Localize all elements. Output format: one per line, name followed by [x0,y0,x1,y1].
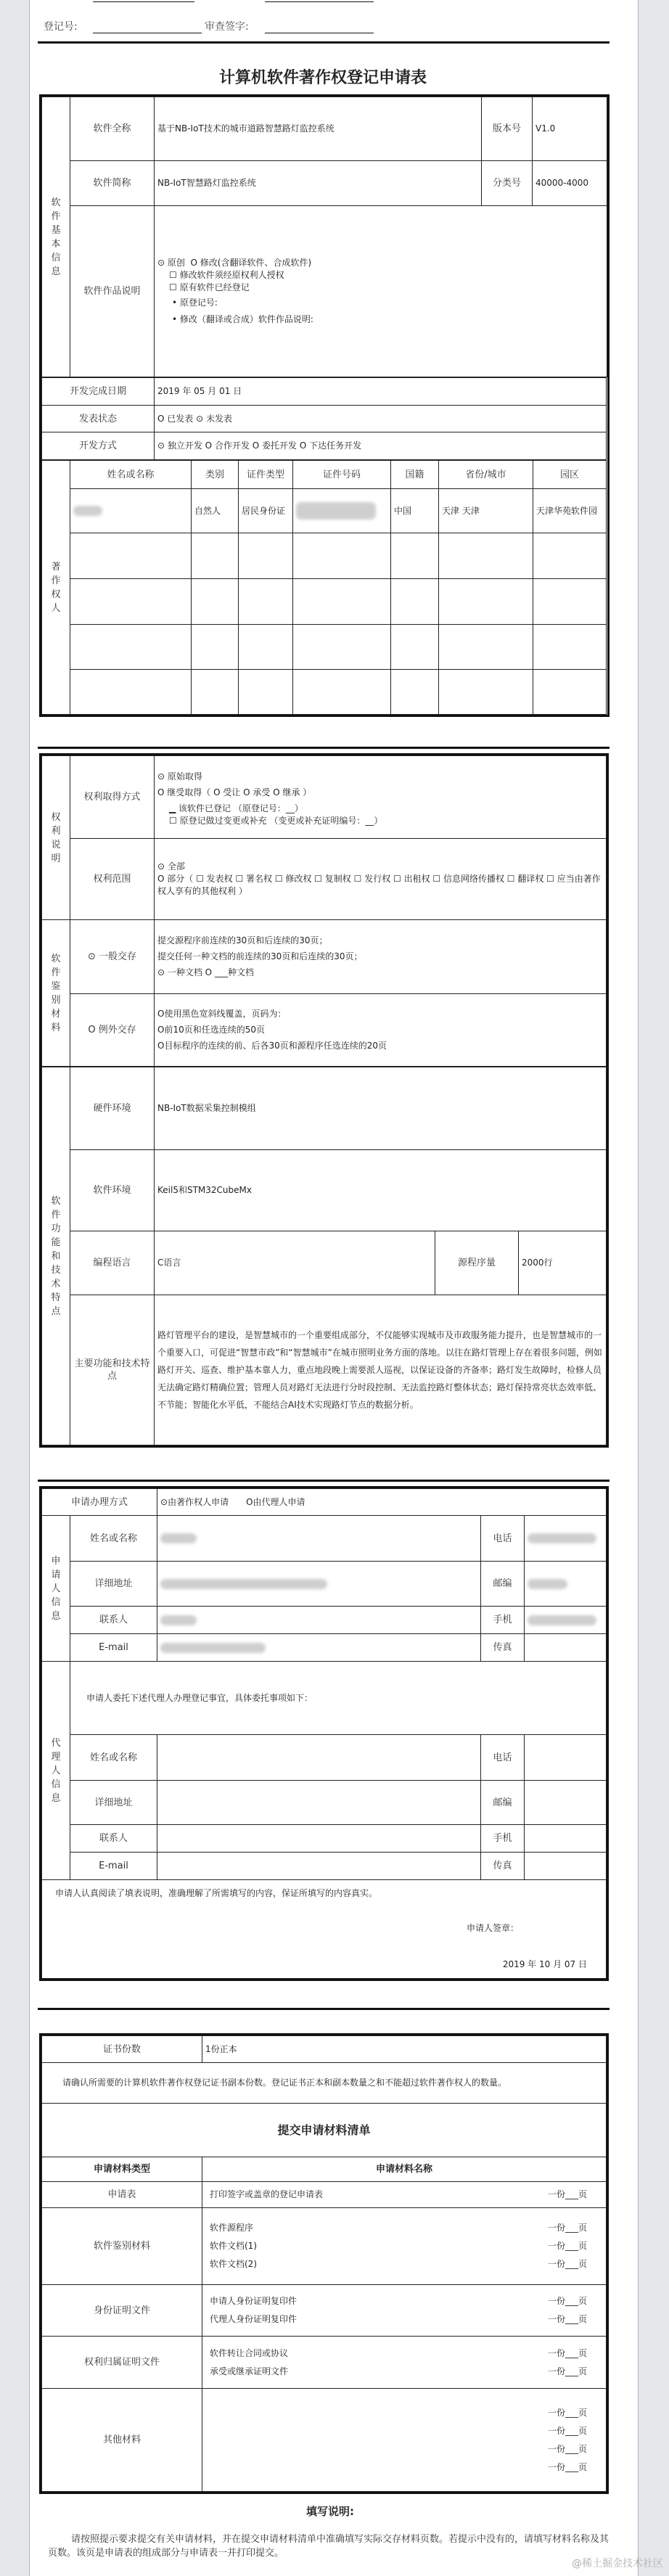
orig-reg-no: • 原登记号: [172,298,218,308]
address-label: 详细地址 [70,1562,157,1607]
date-label: 开发完成日期 [42,378,155,406]
section-applicant: 申请人信息 [42,1516,70,1662]
owner-id-redacted [293,489,391,533]
page-count-field[interactable]: 一份___页 [547,2443,587,2454]
dev-radios[interactable]: ⊙ 独立开发 O 合作开发 O 委托开发 O 下达任务开发 [155,432,607,460]
rights-table [39,753,609,1448]
version-label: 版本号 [482,97,533,161]
material-name: 代理人身份证明复印件 [210,2314,297,2324]
phone-label: 电话 [481,1516,525,1562]
applicant-phone-redacted [525,1516,607,1562]
column-header: 类别 [192,461,239,489]
divider [38,747,610,749]
table-row [42,2182,607,2208]
agent-address-field[interactable] [157,1781,481,1825]
review-sign-label: 审查签字: [205,21,249,33]
table-row [42,625,607,670]
cert-note: 请确认所需要的计算机软件著作权登记证书副本份数。登记证书正本和副本数量之和不能超过软件著作权人的数量。 [42,2063,607,2104]
materials-table [39,2033,609,2494]
contact-label: 联系人 [70,1607,157,1634]
signature-label: 申请人签章： [466,1923,519,1933]
page-count-field[interactable]: 一份___页 [547,2223,587,2233]
declaration-cell [42,1880,607,1979]
owner-park: 天津华苑软件园 [533,489,607,533]
column-header: 姓名或名称 [70,461,192,489]
agent-name-field[interactable] [157,1735,481,1781]
material-type: 软件鉴别材料 [42,2208,202,2285]
cert-count-label: 证书份数 [42,2036,202,2063]
sw-label: 软件环境 [70,1150,155,1231]
material-name: 申请人身份证明复印件 [210,2296,297,2306]
page-count-field[interactable]: 一份___页 [547,2314,587,2324]
general-deposit-radio[interactable]: ⊙ 一般交存 [70,920,155,994]
section-features: 软件功能和技术特点 [42,1067,70,1445]
material-item [210,2189,587,2201]
agent-fax-label: 传真 [481,1853,525,1880]
page-count-field[interactable]: 一份___页 [547,2241,587,2251]
acq-options[interactable]: ⊙ 原始取得 O 继受取得（ O 受让 O 承受 O 继承 ） ▁ 该软件已登记 （原登记号：__） ☐ 原登记做过变更或补充 （变更或补充证明编号：__） [155,756,607,839]
table-row [42,489,607,533]
fax-label: 传真 [481,1634,525,1662]
page-count-field[interactable]: 一份___页 [547,2407,587,2418]
sw-value: Keil5和STM32CubeMx [155,1150,607,1231]
table-row [42,533,607,579]
scope-label: 权利范围 [70,839,155,920]
material-type: 其他材料 [42,2389,202,2492]
modify-desc: • 修改（翻译或合成）软件作品说明: [172,314,313,324]
email-label: E-mail [70,1634,157,1662]
material-item [210,2347,587,2360]
agent-email-label: E-mail [70,1853,157,1880]
radio-original[interactable]: ⊙ 原创 [157,258,185,268]
short-name-value: NB-IoT智慧路灯监控系统 [155,161,482,206]
zip-label: 邮编 [481,1562,525,1607]
class-label: 分类号 [482,161,533,206]
column-header: 国籍 [391,461,439,489]
divider [38,1480,610,1482]
sign-date: 2019 年 10 月 07 日 [502,1959,587,1969]
acq-label: 权利取得方式 [70,756,155,839]
section-basic-info: 软件基本信息 [42,97,70,377]
applicant-zip-redacted [525,1562,607,1607]
agent-mobile-label: 手机 [481,1825,525,1853]
materials-list-title: 提交申请材料清单 [42,2104,607,2157]
version-value: V1.0 [533,97,607,161]
main-features-text: 路灯管理平台的建设，是智慧城市的一个重要组成部分，不仅能够实现城市及市政服务能力提升，也是智慧城市的一个重要入口，可促进“智慧市政”和“智慧城市”在城市照明业务方面的落地。以往在路灯管理上存在着很多问题，例如路灯开关、巡查、维护基本靠人力，重点地段晚上需要派人巡视，以保证设备的齐备率；路灯发生故障时，检修人员无法确定路灯精确位置；管理人员对路灯无法进行分时段控制、无法监控路灯整体状态；路灯保持常亮状态效率低、不节能；智能化水平低，不能结合AI技术实现路灯节点的数据分析。 [155,1295,607,1445]
material-item [210,2258,587,2271]
name-label: 姓名或名称 [70,1516,157,1562]
exception-deposit-radio[interactable]: O 例外交存 [70,994,155,1067]
material-name: 软件源程序 [210,2223,254,2233]
page-count-field[interactable]: 一份___页 [547,2425,587,2436]
material-item [210,2407,587,2419]
owner-city: 天津 天津 [439,489,533,533]
agent-mobile-field[interactable] [525,1825,607,1853]
radio-modified[interactable]: O 修改(含翻译软件、合成软件) [190,258,312,268]
material-name: 打印签字或盖章的登记申请表 [210,2189,324,2199]
material-name: 软件文档(2) [210,2259,257,2269]
agent-address-label: 详细地址 [70,1781,157,1825]
owner-id-type: 居民身份证 [239,489,293,533]
table-row [42,2337,607,2389]
section-agent: 代理人信息 [42,1662,70,1880]
column-header: 证件类型 [239,461,293,489]
exception-deposit-text: O使用黑色宽斜线覆盖，页码为： O前10页和任选连续的50页 O目标程序的连续的前、后各30页和源程序任选连续的20页 [155,994,607,1067]
table-row [42,2208,607,2285]
check-label: 修改软件须经原权利人授权 [179,270,284,280]
page-count-field[interactable]: 一份___页 [547,2296,587,2306]
page-count-field[interactable]: 一份___页 [547,2189,587,2199]
section-deposit: 软件鉴别材料 [42,920,70,1067]
page-count-field[interactable]: 一份___页 [547,2259,587,2269]
mode-radios[interactable]: ⊙由著作权人申请 O由代理人申请 [157,1489,607,1516]
instructions-text: 请按照提示要求提交有关申请材料，并在提交申请材料清单中准确填写实际交存材料页数。若提示中没有的，请填写材料名称及其页数。该页是申请表的组成部分与申请表一并打印提交。 [48,2534,610,2559]
application-table [39,1486,609,1981]
agent-zip-label: 邮编 [481,1781,525,1825]
material-item [210,2313,587,2326]
material-item [210,2425,587,2437]
material-item [210,2443,587,2456]
material-items [202,2389,607,2492]
underline [265,1,374,2]
scope-options[interactable]: ⊙ 全部 O 部分（ ☐ 发表权 ☐ 署名权 ☐ 修改权 ☐ 复制权 ☐ 发行权 ☐ 出租权 ☐ 信息网络传播权 ☐ 翻译权 ☐ 应当由著作权人享有的其他权利 ） [155,839,607,920]
applicant-name-redacted [157,1516,481,1562]
agent-name-label: 姓名或名称 [70,1735,157,1781]
owner-name-redacted [70,489,192,533]
column-header: 申请材料名称 [202,2157,607,2182]
agent-contact-field[interactable] [157,1825,481,1853]
applicant-mobile-redacted [525,1607,607,1634]
checkbox-icon[interactable]: ☐ [169,282,177,292]
section-rights: 权利说明 [42,756,70,920]
column-header: 省份/城市 [439,461,533,489]
page-count-field[interactable]: 一份___页 [547,2366,587,2376]
material-type: 申请表 [42,2182,202,2208]
desc-label: 软件作品说明 [70,206,155,377]
applicant-address-redacted [157,1562,481,1607]
underline [93,1,194,2]
mode-label: 申请办理方式 [42,1489,157,1516]
publish-radios[interactable]: O 已发表 ⊙ 未发表 [155,406,607,432]
owner-nationality: 中国 [391,489,439,533]
agent-zip-field[interactable] [525,1781,607,1825]
agent-phone-label: 电话 [481,1735,525,1781]
material-item [210,2222,587,2234]
loc-value: 2000行 [519,1231,607,1295]
applicant-email-redacted [157,1634,481,1662]
declaration-text: 申请人认真阅读了填表说明，准确理解了所需填写的内容，保证所填写的内容真实。 [55,1888,378,1898]
table-row [42,579,607,625]
checkbox-icon[interactable]: ☐ [169,270,177,280]
material-item [210,2461,587,2474]
dev-label: 开发方式 [42,432,155,460]
section-owners: 著作权人 [42,461,70,715]
table-row [42,2285,607,2337]
material-items [202,2337,607,2389]
table-row [42,2389,607,2492]
class-value: 40000-4000 [533,161,607,206]
page-title: 计算机软件著作权登记申请表 [218,69,427,87]
column-header: 证件号码 [293,461,391,489]
material-name: 承受或继承证明文件 [210,2366,289,2376]
material-name: 软件文档(1) [210,2241,257,2251]
desc-options [155,206,607,377]
owner-type: 自然人 [192,489,239,533]
watermark: @稀土掘金技术社区 [572,2558,663,2569]
material-type: 权利归属证明文件 [42,2337,202,2389]
material-item [210,2240,587,2252]
reg-no-label: 登记号: [44,21,78,33]
agent-fax-field[interactable] [525,1853,607,1880]
page-count-field[interactable]: 一份___页 [547,2461,587,2472]
full-name-value: 基于NB-IoT技术的城市道路智慧路灯监控系统 [155,97,482,161]
publish-label: 发表状态 [42,406,155,432]
full-name-label: 软件全称 [70,97,155,161]
divider [38,2008,610,2010]
lang-label: 编程语言 [70,1231,155,1295]
hw-label: 硬件环境 [70,1067,155,1150]
check-label: 原有软件已经登记 [179,282,250,292]
material-type: 身份证明文件 [42,2285,202,2337]
agent-email-field[interactable] [157,1853,481,1880]
material-items [202,2285,607,2337]
date-value: 2019 年 05 月 01 日 [155,378,607,406]
instructions-title: 填写说明: [306,2505,354,2518]
material-items [202,2182,607,2208]
basic-info-table [39,94,610,717]
material-items [202,2208,607,2285]
column-header: 园区 [533,461,607,489]
material-item [210,2366,587,2378]
divider [38,41,610,44]
general-deposit-text: 提交源程序前连续的30页和后连续的30页； 提交任何一种文档的前连续的30页和后连续的30页； ⊙ 一种文档 O ___种文档 [155,920,607,994]
hw-value: NB-IoT数据采集控制模组 [155,1067,607,1150]
mobile-label: 手机 [481,1607,525,1634]
applicant-contact-redacted [157,1607,481,1634]
main-features-label: 主要功能和技术特点 [70,1295,155,1445]
agent-phone-field[interactable] [525,1735,607,1781]
table-row [42,670,607,715]
page-count-field[interactable]: 一份___页 [547,2347,587,2358]
short-name-label: 软件简称 [70,161,155,206]
material-name: 软件转让合同或协议 [210,2347,289,2358]
material-item [210,2295,587,2308]
entrust-text: 申请人委托下述代理人办理登记事宜，具体委托事项如下： [70,1662,607,1735]
cert-count-value: 1份正本 [202,2036,607,2063]
lang-value: C语言 [155,1231,435,1295]
agent-contact-label: 联系人 [70,1825,157,1853]
column-header: 申请材料类型 [42,2157,202,2182]
loc-label: 源程序量 [435,1231,519,1295]
